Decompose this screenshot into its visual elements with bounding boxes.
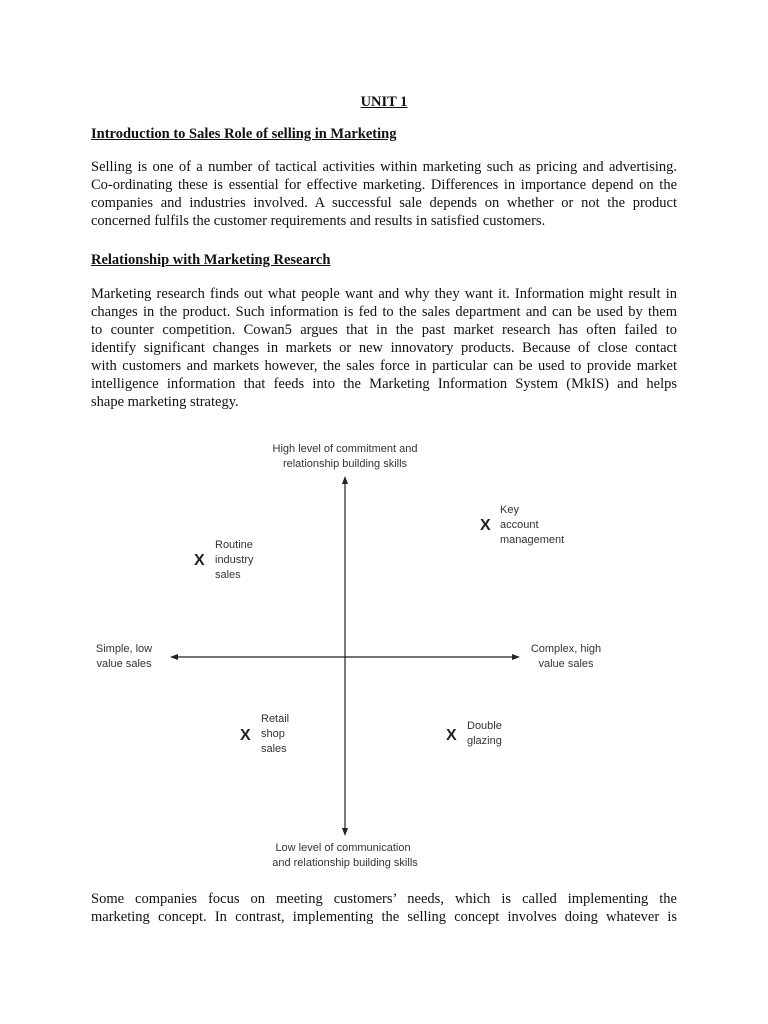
right-axis-label-line1: Complex, high — [530, 643, 602, 655]
item-label-line: shop — [261, 728, 285, 740]
bottom-axis-label-line1: Low level of communication — [275, 842, 411, 854]
text-line: Selling is one of a number of tactical activities within marketing such as pricing and advertising. — [91, 159, 677, 175]
unit-title: UNIT 1 — [360, 94, 408, 110]
text-line: marketing concept. In contrast, implementing the selling concept involves doing whatever is — [91, 909, 677, 925]
item-label-line: Key — [500, 504, 519, 516]
right-axis-label-line2: value sales — [538, 658, 594, 670]
item-label-line: glazing — [467, 735, 502, 747]
item-label-line: industry — [215, 554, 254, 566]
x-marker: X — [446, 727, 457, 744]
item-label-line: management — [500, 534, 565, 546]
routine-industry-sales-item — [194, 539, 254, 581]
text-line: Some companies focus on meeting customers’ needs, which is called implementing the — [91, 891, 677, 907]
bottom-axis-label-line2: and relationship building skills — [272, 857, 418, 869]
text-line: Co-ordinating these is essential for effective marketing. Differences in importance depend on the — [91, 177, 677, 193]
item-label-line: sales — [261, 743, 287, 755]
item-label-line: Retail — [261, 713, 290, 725]
text-line: shape marketing strategy. — [91, 394, 239, 410]
x-marker: X — [240, 727, 251, 744]
retail-shop-sales-item — [240, 713, 289, 755]
item-label-line: Double — [467, 720, 502, 732]
double-glazing-item — [446, 720, 502, 747]
left-axis-label-line2: value sales — [96, 658, 152, 670]
paragraph-marketing-concept — [91, 890, 677, 926]
text-line: identify significant changes in markets or new innovatory products. Because of close contact — [91, 340, 677, 356]
section-heading-marketing-research: Relationship with Marketing Research — [91, 252, 331, 268]
text-line: changes in the product. Such information is fed to the sales department and can be used by them — [91, 304, 677, 320]
top-axis-label-line2: relationship building skills — [282, 458, 408, 470]
text-line: to counter competition. Cowan5 argues that in the past market research has often failed to — [91, 322, 677, 338]
text-line: intelligence information that feeds into the Marketing Information System (MkIS) and helps — [91, 376, 677, 392]
section-heading-introduction: Introduction to Sales Role of selling in Marketing — [91, 126, 397, 142]
x-marker: X — [480, 517, 491, 534]
text-line: Marketing research finds out what people want and why they want it. Information might result in — [91, 286, 677, 302]
x-marker: X — [194, 552, 205, 569]
top-axis-label-line1: High level of commitment and — [272, 443, 418, 455]
text-line: with customers and markets however, the sales force in particular can be used to provide market — [91, 358, 677, 374]
key-account-management-item — [480, 504, 564, 546]
text-line: concerned fulfils the customer requirements and results in satisfied customers. — [91, 213, 546, 229]
item-label-line: Routine — [215, 539, 253, 551]
item-label-line: sales — [215, 569, 241, 581]
text-line: companies and industries involved. A successful sale depends on whether or not the product — [91, 195, 677, 211]
left-axis-label-line1: Simple, low — [95, 643, 153, 655]
item-label-line: account — [500, 519, 539, 531]
